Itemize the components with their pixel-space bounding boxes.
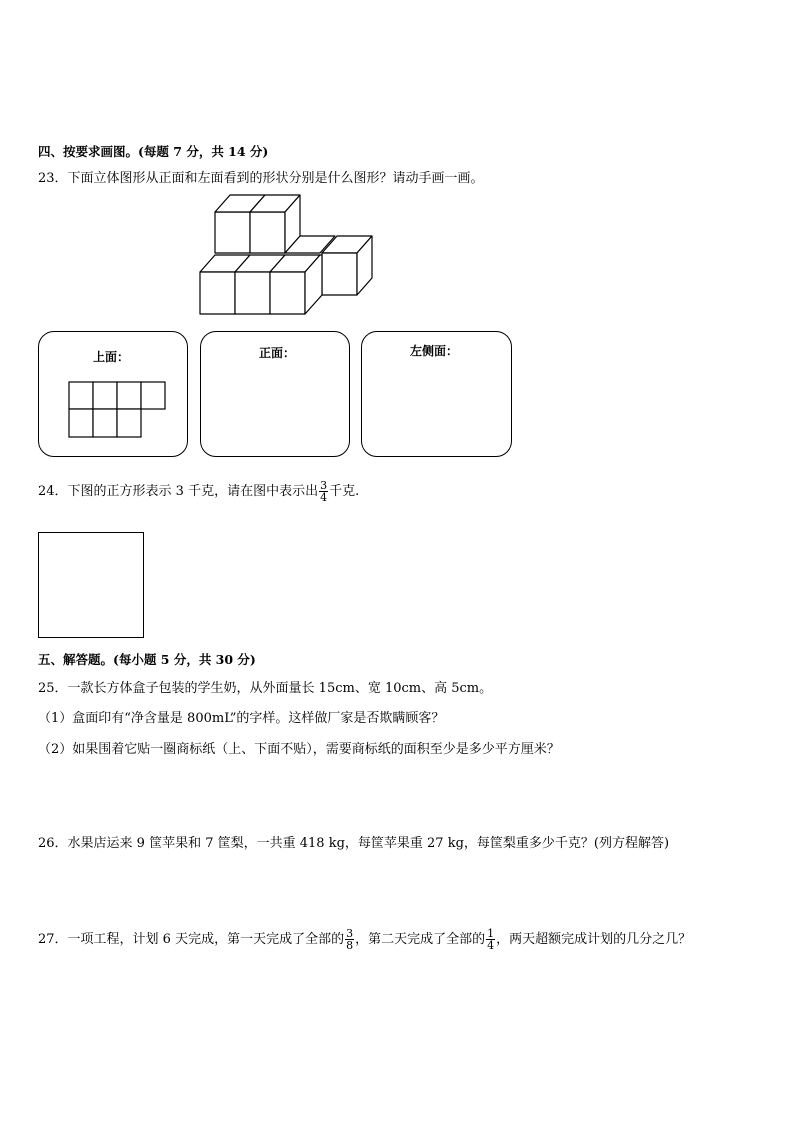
question-24-text	[38, 474, 359, 510]
fraction-denominator: 4	[320, 491, 328, 504]
fraction-denominator: 8	[346, 939, 354, 952]
top-view-grid	[67, 380, 169, 440]
fraction-3-4	[319, 480, 328, 503]
view-left-label: 左侧面：	[410, 344, 459, 358]
fraction-numerator: 3	[346, 927, 354, 940]
fraction-denominator: 4	[487, 939, 495, 952]
question-27-text-a: 27．一项工程，计划 6 天完成，第一天完成了全部的	[38, 932, 345, 947]
question-25-sub-2: （2）如果围着它贴一圈商标纸（上、下面不贴），需要商标纸的面积至少是多少平方厘米？	[38, 742, 560, 757]
question-23-text: 23．下面立体图形从正面和左面看到的形状分别是什么图形？请动手画一画。	[38, 171, 484, 186]
view-top-label: 上面：	[93, 350, 130, 364]
question-25-sub-1: （1）盒面印有“净含量是 800mL”的字样。这样做厂家是否欺瞒顾客？	[38, 711, 445, 726]
question-25-text: 25．一款长方体盒子包装的学生奶，从外面量长 15cm、宽 10cm、高 5cm。	[38, 681, 493, 696]
section-5-title: 五、解答题。(每小题 5 分，共 30 分)	[38, 652, 256, 667]
view-front-label: 正面：	[259, 346, 296, 360]
question-26-text: 26．水果店运来 9 筐苹果和 7 筐梨，一共重 418 kg，每筐苹果重 27 kg，每筐梨重多少千克？(列方程解答)	[38, 836, 670, 851]
view-box-front	[200, 331, 350, 457]
question-27-text-c: ，两天超额完成计划的几分之几？	[496, 932, 692, 947]
cube-solid-figure	[195, 190, 380, 318]
question-24-text-after: 千克.	[329, 484, 360, 499]
question-24-text-before: 24．下图的正方形表示 3 千克，请在图中表示出	[38, 484, 319, 499]
question-27-text-b: ，第二天完成了全部的	[355, 932, 486, 947]
view-box-left	[361, 331, 512, 457]
fraction-3-8	[345, 928, 354, 951]
fraction-numerator: 3	[320, 479, 328, 492]
square-3kg	[38, 532, 144, 638]
view-box-top	[38, 331, 188, 457]
fraction-numerator: 1	[487, 927, 495, 940]
fraction-1-4	[486, 928, 495, 951]
section-4-title: 四、按要求画图。(每题 7 分，共 14 分)	[38, 144, 269, 159]
question-27-text	[38, 922, 691, 958]
